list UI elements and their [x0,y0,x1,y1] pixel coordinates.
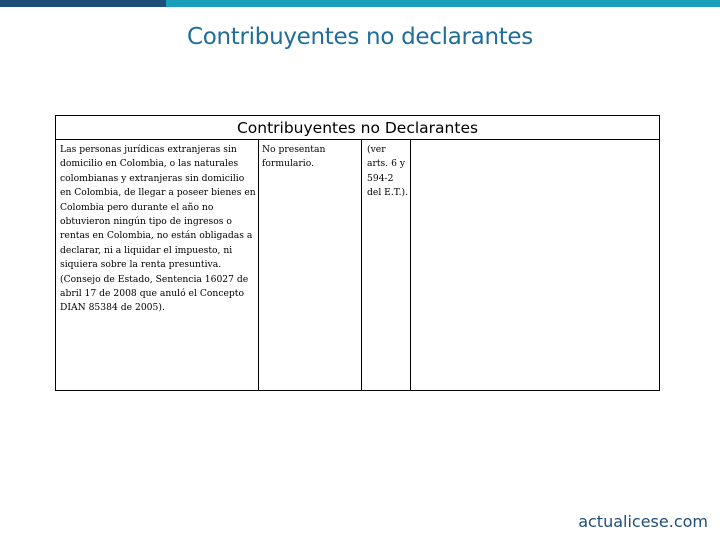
table-cell-reference: (ver arts. 6 y 594-2 del E.T.). [367,144,409,199]
top-accent-bar-light [166,0,720,7]
table-cell-form-status: No presentan formulario. [262,144,326,170]
table-cell-description: Las personas jurídicas extranjeras sin domicilio en Colombia, o las naturales colombianas y extranjeras sin domicilio en Colombia, de llegar a poseer bienes en Colombia pero durante el año no obtuvieron ningún tipo de ingresos o rentas en Colombia, no están obligadas a declarar, ni a liquidar el impuesto, ni siquiera sobre la renta presuntiva. (Consejo de Estado, Sentencia 16027 de abril 17 de 2008 que anuló el Concepto DIAN 85384 de 2005). [60,144,256,314]
slide-title: Contribuyentes no declarantes [187,24,533,50]
top-accent-bar-dark [0,0,166,7]
non-filers-table [55,115,660,391]
brand-footer: actualicese.com [578,512,708,531]
column-divider [361,140,362,391]
table-header: Contribuyentes no Declarantes [56,116,659,140]
